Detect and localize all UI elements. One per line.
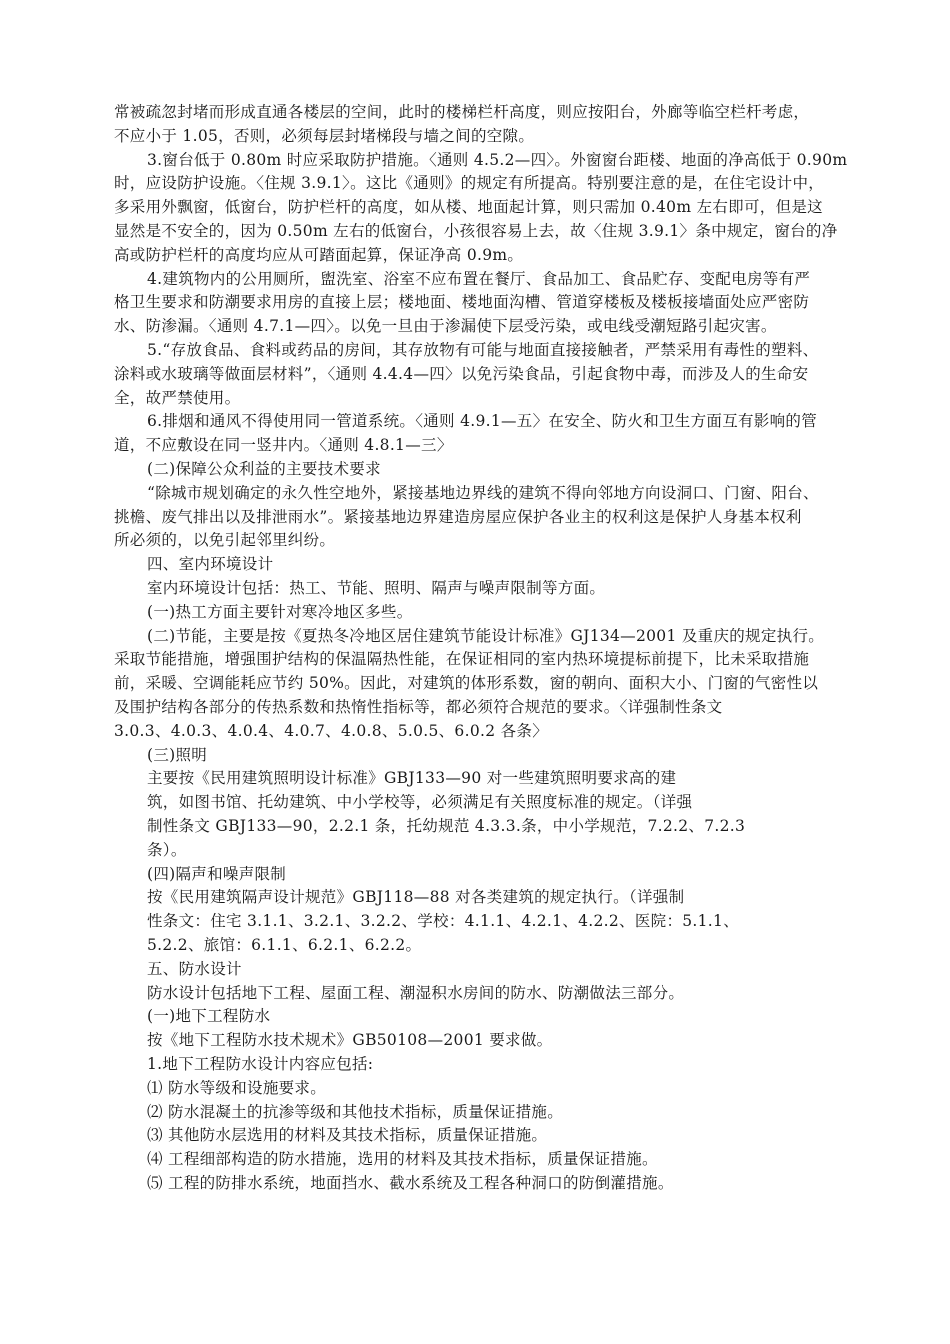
text-line: 室内环境设计包括：热工、节能、照明、隔声与噪声限制等方面。	[147, 579, 606, 597]
text-line: 挑檐、废气排出以及排泄雨水”。紧接基地边界建造房屋应保护各业主的权利这是保护人身基本权利	[114, 507, 802, 526]
text-line: 五、防水设计	[147, 959, 242, 978]
text-line: 按《民用建筑隔声设计规范》GBJ118—88 对各类建筑的规定执行。（详强制	[147, 888, 685, 907]
text-line: 格卫生要求和防潮要求用房的直接上层；楼地面、楼地面沟槽、管道穿楼板及楼板接墙面处应严密防	[114, 293, 810, 312]
text-line: 全，故严禁使用。	[114, 388, 241, 407]
text-line: 不应小于 1.05，否则，必须每层封堵梯段与墙之间的空隙。	[114, 126, 535, 145]
text-line: 采取节能措施，增强围护结构的保温隔热性能，在保证相同的室内热环境提标前提下，比未采取措施	[114, 650, 810, 669]
text-line: (一)热工方面主要针对寒冷地区多些。	[147, 602, 413, 621]
text-line: (二)节能，主要是按《夏热冬冷地区居住建筑节能设计标准》GJ134—2001 及重庆的规定执行。	[147, 626, 825, 645]
text-line: 1.地下工程防水设计内容应包括:	[147, 1055, 374, 1073]
text-line: 水、防渗漏。〈通则 4.7.1—四〉。以免一旦由于渗漏使下层受污染，或电线受潮短路引起灾害。	[114, 317, 777, 336]
text-line: (四)隔声和噪声限制	[147, 864, 287, 883]
text-line: 涂料或水玻璃等做面层材料”，〈通则 4.4.4—四〉以免污染食品，引起食物中毒，而涉及人的生命安	[114, 364, 809, 383]
text-line: 性条文：住宅 3.1.1、3.2.1、3.2.2、学校：4.1.1、4.2.1、4.2.2、医院：5.1.1、	[147, 912, 739, 931]
text-line: 常被疏忽封堵而形成直通各楼层的空间，此时的楼梯栏杆高度，则应按阳台，外廊等临空栏杆考虑，	[114, 103, 810, 121]
text-line: 6.排烟和通风不得使用同一管道系统。〈通则 4.9.1—五〉在安全、防火和卫生方面互有影响的管	[147, 412, 818, 431]
text-line: (二)保障公众利益的主要技术要求	[147, 460, 381, 478]
text-line: ⑸ 工程的防排水系统，地面挡水、截水系统及工程各种洞口的防倒灌措施。	[147, 1174, 674, 1192]
text-line: ⑵ 防水混凝土的抗渗等级和其他技术指标，质量保证措施。	[147, 1102, 564, 1121]
text-line: “除城市规划确定的永久性空地外，紧接基地边界线的建筑不得向邻地方向设洞口、门窗、阳台、	[147, 483, 819, 502]
text-line: 主要按《民用建筑照明设计标准》GBJ133—90 对一些建筑照明要求高的建	[147, 769, 677, 788]
text-line: 及围护结构各部分的传热系数和热惰性指标等，都必须符合规范的要求。〈详强制性条文	[114, 698, 723, 716]
text-line: ⑷ 工程细部构造的防水措施，选用的材料及其技术指标，质量保证措施。	[147, 1150, 658, 1169]
text-line: 防水设计包括地下工程、屋面工程、潮湿积水房间的防水、防潮做法三部分。	[147, 983, 685, 1002]
text-line: (一)地下工程防水	[147, 1007, 271, 1026]
text-line: 筑，如图书馆、托幼建筑、中小学校等，必须满足有关照度标准的规定。（详强	[147, 793, 693, 812]
text-line: 时，应设防护设施。〈住规 3.9.1〉。这比《通则》的规定有所提高。特别要注意的是，在住宅设计中，	[114, 174, 825, 193]
text-line: ⑶ 其他防水层选用的材料及其技术指标，质量保证措施。	[147, 1126, 548, 1145]
text-line: ⑴ 防水等级和设施要求。	[147, 1078, 327, 1097]
text-line: (三)照明	[147, 745, 208, 764]
text-line: 显然是不安全的，因为 0.50m 左右的低窗台，小孩很容易上去，故〈住规 3.9.1〉条中规定，窗台的净	[114, 222, 838, 240]
text-line: 按《地下工程防水技术规术》GB50108—2001 要求做。	[147, 1031, 553, 1050]
text-line: 5.“存放食品、食料或药品的房间，其存放物有可能与地面直接接触者，严禁采用有毒性的塑料、	[147, 341, 819, 359]
text-line: 所必须的，以免引起邻里纠纷。	[114, 531, 336, 550]
text-line: 5.2.2、旅馆：6.1.1、6.2.1、6.2.2。	[147, 936, 422, 954]
text-line: 3.窗台低于 0.80m 时应采取防护措施。〈通则 4.5.2—四〉。外窗窗台距楼、地面的净高低于 0.90m	[147, 150, 848, 169]
text-line: 道，不应敷设在同一竖井内。〈通则 4.8.1—三〉	[114, 436, 453, 455]
text-line: 四、室内环境设计	[147, 555, 274, 574]
text-line: 多采用外飘窗，低窗台，防护栏杆的高度，如从楼、地面起计算，则只需加 0.40m 左右即可，但是这	[114, 198, 823, 217]
text-line: 4.建筑物内的公用厕所，盥洗室、浴室不应布置在餐厅、食品加工、食品贮存、变配电房等有严	[147, 269, 811, 288]
text-line: 制性条文 GBJ133—90，2.2.1 条，托幼规范 4.3.3.条，中小学规范，7.2.2、7.2.3	[147, 817, 746, 835]
text-line: 条）。	[147, 840, 187, 859]
text-line: 高或防护栏杆的高度均应从可踏面起算，保证净高 0.9m。	[114, 245, 524, 264]
text-line: 前，采暖、空调能耗应节约 50%。因此，对建筑的体形系数，窗的朝向、面积大小、门窗的气密性以	[114, 674, 819, 693]
text-line: 3.0.3、4.0.3、4.0.4、4.0.7、4.0.8、5.0.5、6.0.2 各条〉	[114, 721, 548, 740]
